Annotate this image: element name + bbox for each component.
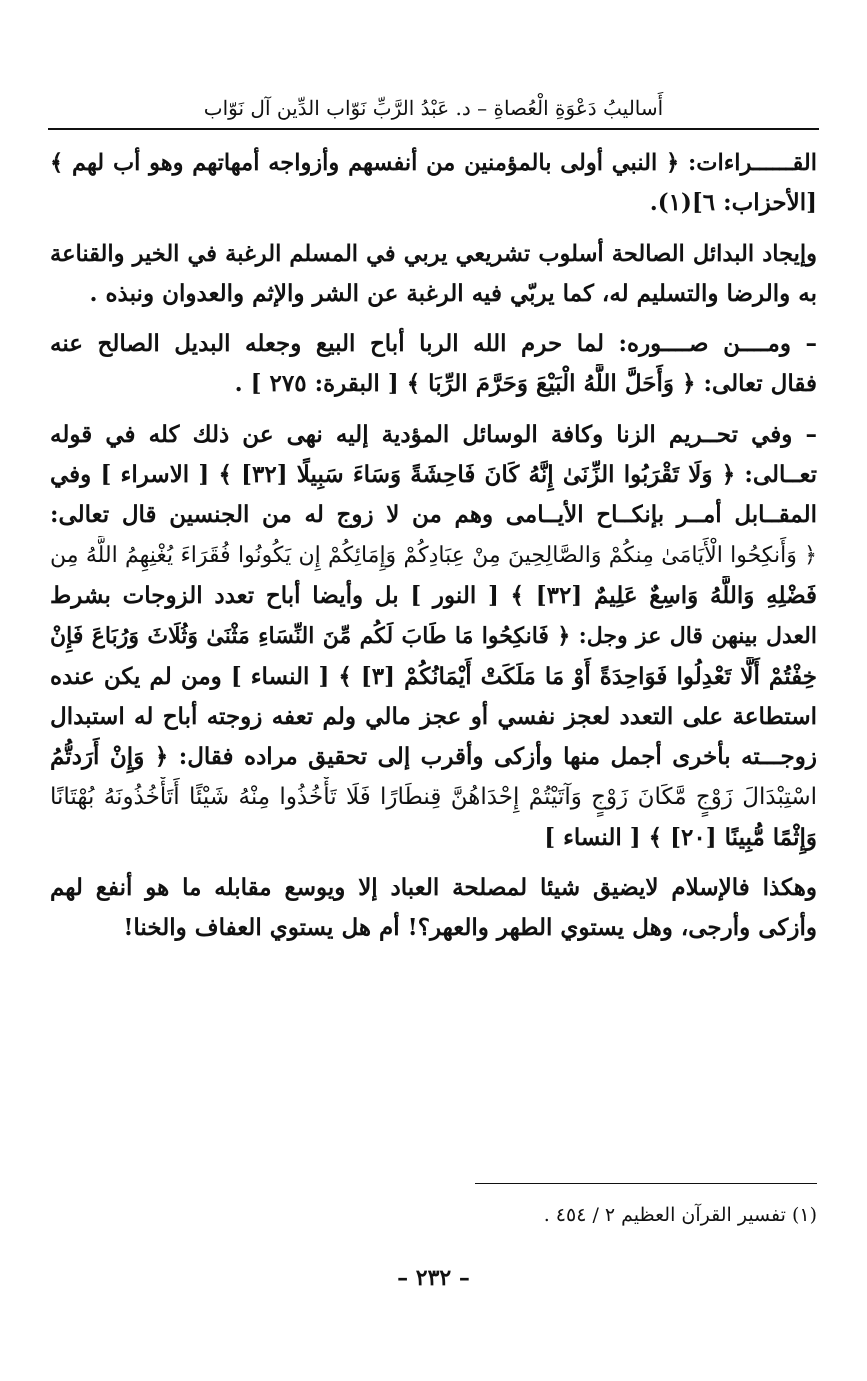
text-line: وإيجاد البدائل الصالحة أسلوب تشريعي يربي في المسلم الرغبة في الخير والقناعة (50, 240, 817, 267)
text-line: تعــالى: ﴿ وَلَا تَقْرَبُوا الزِّنَىٰ إِنَّهُ كَانَ فَاحِشَةً وَسَاءَ سَبِيلًا [٣٢] ﴾ [ الاسراء ] وفي (50, 461, 817, 489)
running-header: أَساليبُ دَعْوَةِ الْعُصاةِ – د. عَبْدُ الرَّبِّ نَوّاب الدِّين آل نَوّاب (203, 96, 664, 120)
text-line: وهكذا فالإسلام لايضيق شيئا لمصلحة العباد إلا ويوسع مقابله ما هو أنفع لهم (50, 874, 817, 902)
paragraph-conclusion (50, 868, 817, 949)
text-line: العدل بينهن قال عز وجل: ﴿ فَانكِحُوا مَا طَابَ لَكُم مِّنَ النِّسَاءِ مَثْنَىٰ وَثُلَاثَ وَرُبَاعَ فَإِنْ (50, 623, 817, 650)
text-line: المقــابل أمــر بإنكــاح الأيــامى وهم من لا زوج له من الجنسين قال تعالى: (50, 501, 817, 529)
text-line: وأزكى وأرجى، وهل يستوي الطهر والعهر؟! أم هل يستوي العفاف والخنا! (123, 914, 817, 942)
text-line: وَإِثْمًا مُّبِينًا [٢٠] ﴾ [ النساء ] (544, 823, 817, 851)
text-line: خِفْتُمْ أَلَّا تَعْدِلُوا فَوَاحِدَةً أَوْ مَا مَلَكَتْ أَيْمَانُكُمْ [٣] ﴾ [ النساء ] ومن لم يكن عنده (50, 662, 817, 690)
footnote: (١) تفسير القرآن العظيم ٢ / ٤٥٤ . (543, 1204, 817, 1226)
text-line: – وفي تحــريم الزنا وكافة الوسائل المؤدية إليه نهى عن ذلك كله في قوله (50, 420, 817, 448)
header-divider (48, 128, 819, 130)
verse-line: اسْتِبْدَالَ زَوْجٍ مَّكَانَ زَوْجٍ وَآتَيْتُمْ إِحْدَاهُنَّ قِنطَارًا فَلَا تَأْخُذُوا مِنْهُ شَيْئًا أَتَأْخُذُونَهُ بُهْتَانًا (50, 784, 817, 811)
page-body (50, 143, 817, 959)
text-line: فَضْلِهِ وَاللَّهُ وَاسِعٌ عَلِيمٌ [٣٢] ﴾ [ النور ] بل وأيضا أباح تعدد الزوجات بشرط (50, 581, 817, 609)
footnote-divider (475, 1183, 817, 1184)
text-line: فقال تعالى: ﴿ وَأَحَلَّ اللَّهُ الْبَيْعَ وَحَرَّمَ الرِّبَا ﴾ [ البقرة: ٢٧٥ ] . (234, 370, 817, 398)
paragraph-marriage (50, 415, 817, 858)
text-line: استطاعة على التعدد لعجز نفسي أو عجز مالي ولم تعفه زوجته أباح له استبدال (50, 702, 817, 730)
text-line: القــــــراءات: ﴿ النبي أولى بالمؤمنين من أنفسهم وأزواجه أمهاتهم وهو أب لهم ﴾ (50, 150, 817, 176)
paragraph-reading (50, 143, 817, 224)
text-line: – ومــــن صــــوره: لما حرم الله الربا أباح البيع وجعله البديل الصالح عنه (50, 330, 817, 358)
page-number: – ٢٣٢ – (397, 1265, 470, 1291)
paragraph-riba (50, 324, 817, 405)
text-line: به والرضا والتسليم له، كما يربّي فيه الرغبة عن الشر والإثم والعدوان ونبذه . (89, 279, 817, 307)
text-line: زوجـــته بأخرى أجمل منها وأزكى وأقرب إلى تحقيق مراده فقال: ﴿ وَإِنْ أَرَدتُّمُ (50, 743, 817, 771)
verse-line: ﴿ وَأَنكِحُوا الْأَيَامَىٰ مِنكُمْ وَالصَّالِحِينَ مِنْ عِبَادِكُمْ وَإِمَائِكُمْ إِن يَكُونُوا فُقَرَاءَ يُغْنِهِمُ اللَّهُ مِن (50, 542, 817, 568)
text-line: [الأحزاب: ٦](١). (649, 189, 817, 217)
paragraph-alternatives (50, 234, 817, 315)
